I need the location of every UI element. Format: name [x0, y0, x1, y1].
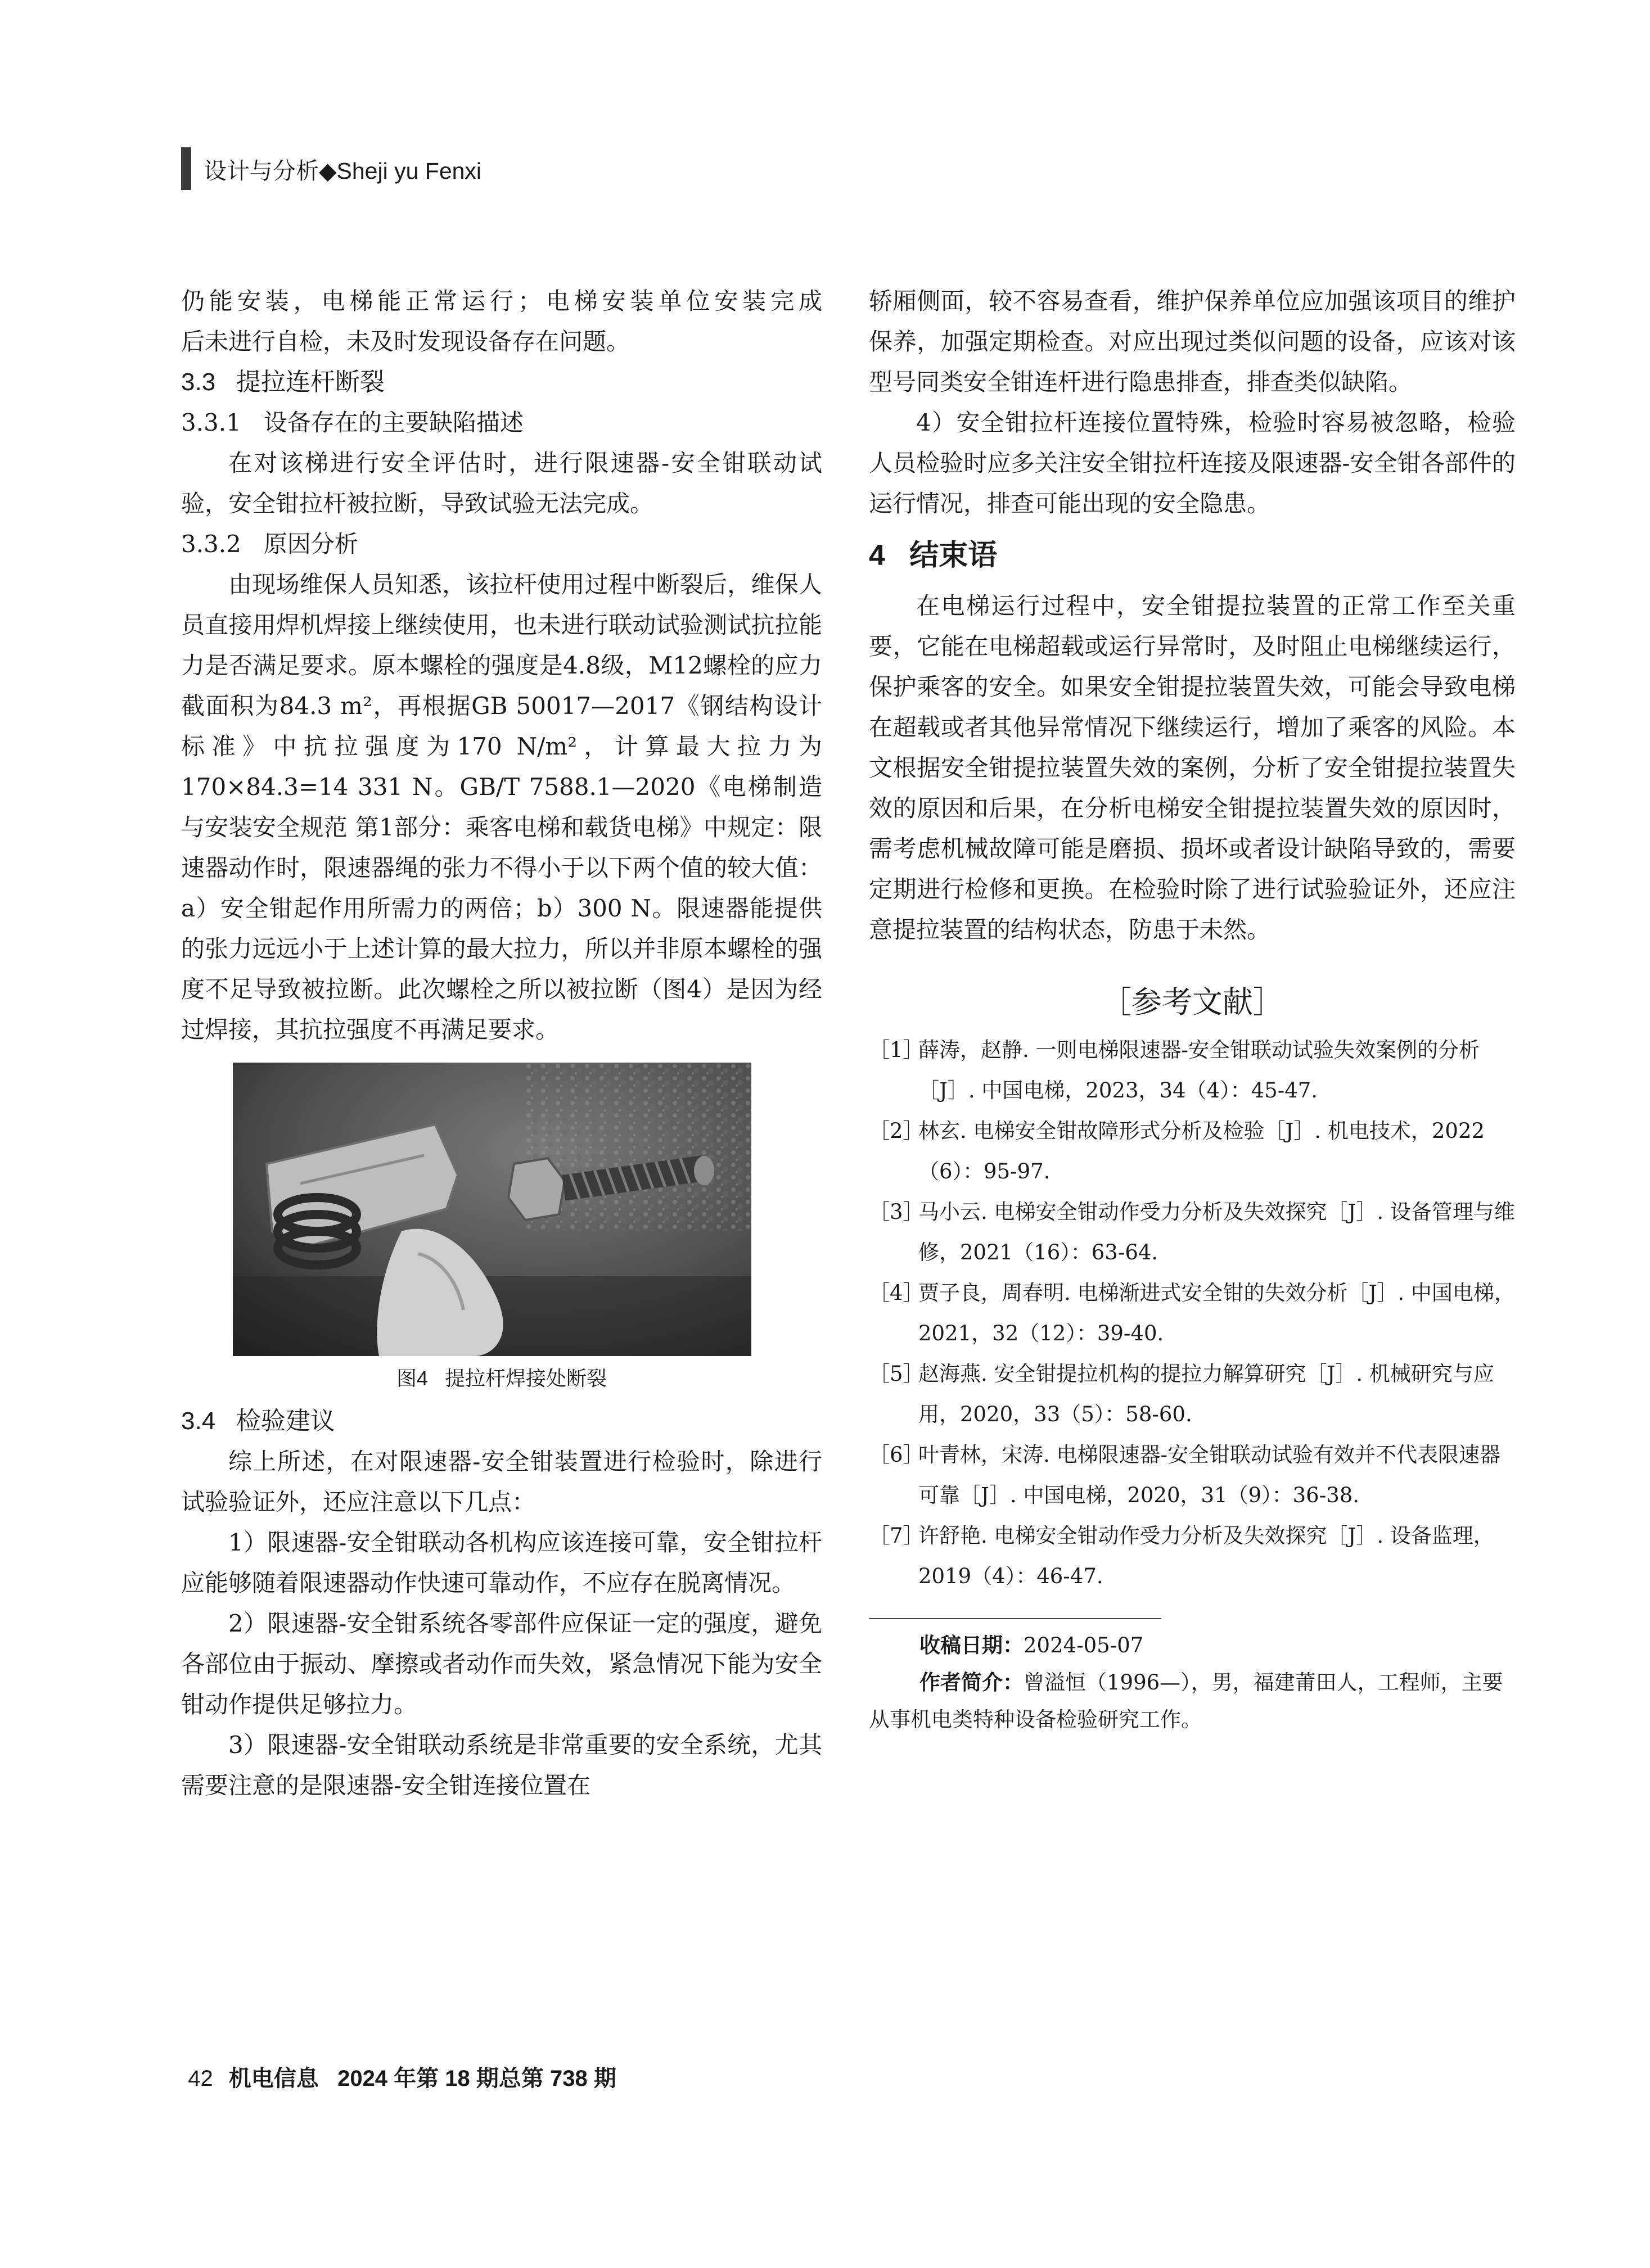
section-heading-3-4: 3.4 检验建议 [181, 1407, 335, 1435]
subsection-heading-3-3-1: 3.3.1 设备存在的主要缺陷描述 [181, 409, 524, 436]
reference-number: ［5］ [869, 1362, 924, 1386]
reference-number: ［6］ [869, 1443, 924, 1467]
reference-number: ［3］ [869, 1200, 924, 1224]
right-column [869, 281, 1516, 1738]
reference-number: ［7］ [869, 1524, 924, 1548]
journal-issue: 机电信息 2024 年第 18 期总第 738 期 [228, 2066, 616, 2091]
paragraph-continuation-line2: 后未进行自检，未及时发现设备存在问题。 [181, 328, 630, 355]
reference-text: 叶青林，宋涛. 电梯限速器-安全钳联动试验有效并不代表限速器可靠［J］. 中国电梯，2020，31（9）：36-38. [918, 1443, 1501, 1507]
reference-text: 马小云. 电梯安全钳动作受力分析及失效探究［J］. 设备管理与维修，2021（16）：63-64. [918, 1200, 1515, 1264]
section-heading-4: 4 结束语 [869, 539, 998, 572]
paragraph-summary: 综上所述，在对限速器-安全钳装置进行检验时，除进行试验验证外，还应注意以下几点： [181, 1448, 822, 1516]
figure-caption: 图4 提拉杆焊接处断裂 [396, 1367, 607, 1390]
reference-text: 赵海燕. 安全钳提拉机构的提拉力解算研究［J］. 机械研究与应用，2020，33（5）：58-60. [918, 1362, 1494, 1426]
reference-text: 贾子良，周春明. 电梯渐进式安全钳的失效分析［J］. 中国电梯，2021，32（12）：39-40. [918, 1281, 1515, 1345]
references-title: ［参考文献］ [1101, 986, 1283, 1019]
page-number: 42 [188, 2066, 213, 2091]
paragraph-continuation-line1: 仍能安装，电梯能正常运行；电梯安装单位安装完成 [181, 287, 822, 315]
reference-number: ［2］ [869, 1119, 924, 1143]
author-bio [869, 1664, 1516, 1738]
footnote-rule [869, 1618, 1161, 1619]
author-label: 作者简介： [919, 1671, 1024, 1694]
header-text: 设计与分析◆Sheji yu Fenxi [204, 157, 482, 184]
reference-item [869, 1435, 1516, 1516]
received-value: 2024-05-07 [1024, 1633, 1144, 1657]
reference-item [869, 1354, 1516, 1435]
reference-text: 薛涛，赵静. 一则电梯限速器-安全钳联动试验失效案例的分析［J］. 中国电梯，2023，34（4）：45-47. [918, 1038, 1480, 1103]
paragraph-point-3: 3）限速器-安全钳联动系统是非常重要的安全系统，尤其需要注意的是限速器-安全钳连接位置在 [181, 1731, 822, 1799]
reference-number: ［4］ [869, 1281, 924, 1305]
reference-number: ［1］ [869, 1038, 924, 1062]
figure-4-photo [233, 1063, 751, 1356]
paragraph-point-3-continued: 轿厢侧面，较不容易查看，维护保养单位应加强该项目的维护保养，加强定期检查。对应出现过类似问题的设备，应该对该型号同类安全钳连杆进行隐患排查，排查类似缺陷。 [869, 287, 1516, 396]
reference-item [869, 1111, 1516, 1192]
paragraph-point-1: 1）限速器-安全钳联动各机构应该连接可靠，安全钳拉杆应能够随着限速器动作快速可靠动作，不应存在脱离情况。 [181, 1529, 822, 1597]
reference-item [869, 1273, 1516, 1354]
author-value: 曾溢恒（1996—），男，福建莆田人，工程师，主要从事机电类特种设备检验研究工作。 [869, 1670, 1503, 1732]
running-header [181, 147, 481, 190]
received-label: 收稿日期： [919, 1634, 1024, 1657]
paragraph-cause-analysis: 由现场维保人员知悉，该拉杆使用过程中断裂后，维保人员直接用焊机焊接上继续使用，也未进行联动试验测试抗拉能力是否满足要求。原本螺栓的强度是4.8级，M12螺栓的应力截面积为84.3 m²，再根据GB 50017—2017《钢结构设计标准》中抗拉强度为170 N/m²，计算最大拉力为170×84.3=14 331 N。GB/T 7588.1—2020《电梯制造与安装安全规范 第1部分：乘客电梯和载货电梯》中规定：限速器动作时，限速器绳的张力不得小于以下两个值的较大值：a）安全钳起作用所需力的两倍；b）300 N。限速器能提供的张力远远小于上述计算的最大拉力，所以并非原本螺栓的强度不足导致被拉断。此次螺栓之所以被拉断（图4）是因为经过焊接，其抗拉强度不再满足要求。 [181, 571, 822, 1043]
reference-text: 林玄. 电梯安全钳故障形式分析及检验［J］. 机电技术，2022（6）：95-97. [918, 1119, 1485, 1183]
paragraph-point-4: 4）安全钳拉杆连接位置特殊，检验时容易被忽略，检验人员检验时应多关注安全钳拉杆连接及限速器-安全钳各部件的运行情况，排查可能出现的安全隐患。 [869, 409, 1516, 517]
received-date [869, 1627, 1516, 1664]
reference-text: 许舒艳. 电梯安全钳动作受力分析及失效探究［J］. 设备监理，2019（4）：46-47. [918, 1524, 1494, 1588]
reference-item [869, 1030, 1516, 1111]
paragraph-defect-description: 在对该梯进行安全评估时，进行限速器-安全钳联动试验，安全钳拉杆被拉断，导致试验无法完成。 [181, 449, 822, 517]
page-footer [175, 2035, 616, 2093]
subsection-heading-3-3-2: 3.3.2 原因分析 [181, 530, 358, 558]
reference-item [869, 1516, 1516, 1597]
broken-rod-photo [233, 1063, 751, 1356]
section-heading-3-3: 3.3 提拉连杆断裂 [181, 368, 385, 396]
header-bar [181, 147, 191, 190]
reference-item [869, 1192, 1516, 1273]
left-column [181, 281, 822, 1806]
paragraph-point-2: 2）限速器-安全钳系统各零部件应保证一定的强度，避免各部位由于振动、摩擦或者动作而失效，紧急情况下能为安全钳动作提供足够拉力。 [181, 1610, 822, 1718]
paragraph-conclusion: 在电梯运行过程中，安全钳提拉装置的正常工作至关重要，它能在电梯超载或运行异常时，及时阻止电梯继续运行，保护乘客的安全。如果安全钳提拉装置失效，可能会导致电梯在超载或者其他异常情况下继续运行，增加了乘客的风险。本文根据安全钳提拉装置失效的案例，分析了安全钳提拉装置失效的原因和后果，在分析电梯安全钳提拉装置失效的原因时，需考虑机械故障可能是磨损、损坏或者设计缺陷导致的，需要定期进行检修和更换。在检验时除了进行试验验证外，还应注意提拉装置的结构状态，防患于未然。 [869, 592, 1516, 943]
